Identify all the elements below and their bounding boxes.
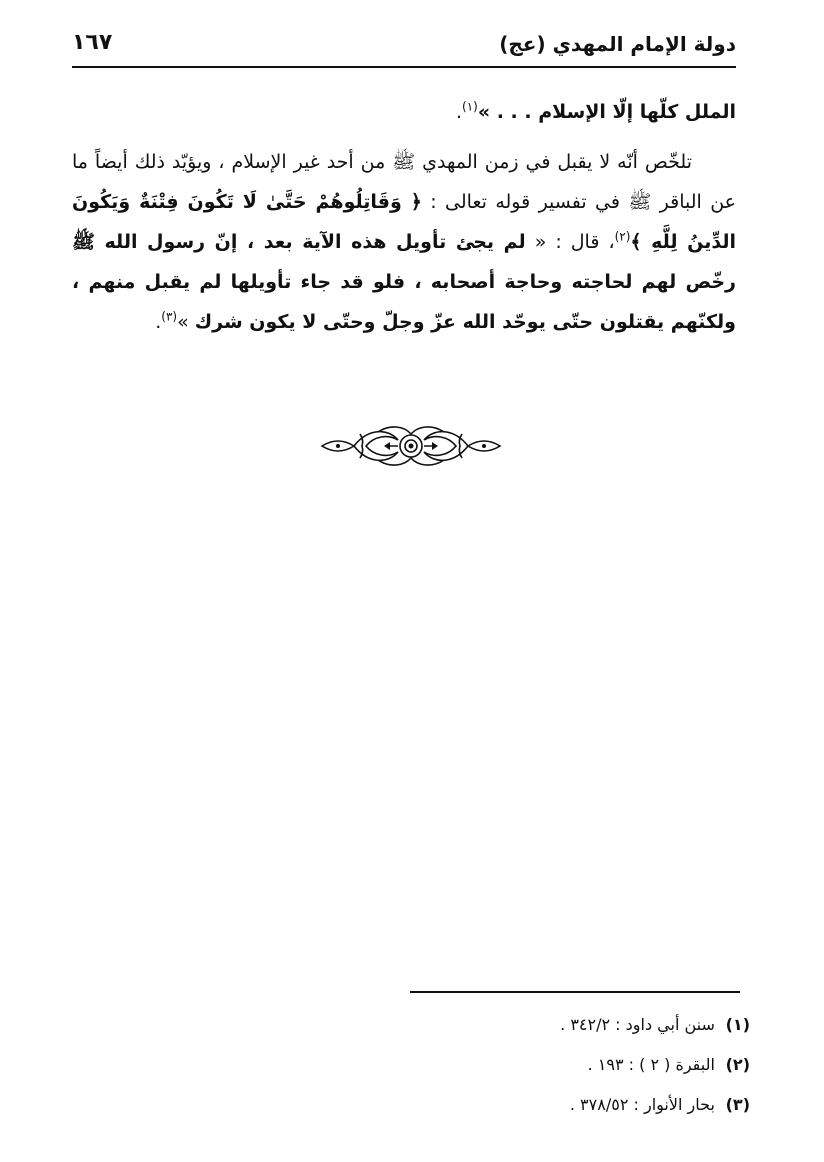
paragraph-1 <box>72 92 736 132</box>
page-number: ١٦٧ <box>72 30 113 55</box>
paragraph-1-end: . <box>455 101 462 123</box>
quote-close: » <box>177 311 195 333</box>
footnotes <box>400 1005 750 1125</box>
paragraph-2-intro: تلخّص أنّه لا يقبل في زمن المهدي ﷺ من أحد غير الإسلام ، ويؤيّد ذلك أيضاً ما عن الباقر ﷺ في تفسير قوله تعالى : <box>72 151 737 213</box>
paragraph-2-end: . <box>155 311 162 333</box>
paragraph-1-text: الملل كلّها إلّا الإسلام . . . » <box>477 101 736 123</box>
footnote-ref-3[interactable]: (٣) <box>161 309 178 324</box>
footnote-ref-2[interactable]: (٢) <box>614 229 631 244</box>
header-rule <box>72 66 736 68</box>
footnote-text: البقرة ( ٢ ) : ١٩٣ . <box>587 1055 715 1074</box>
running-header <box>72 28 736 64</box>
footnote-text: بحار الأنوار : ٣٧٨/٥٢ . <box>569 1095 715 1114</box>
footnote-text: سنن أبي داود : ٣٤٢/٢ . <box>560 1015 715 1034</box>
footnote-ref-1[interactable]: (١) <box>462 99 478 114</box>
footnote-number: (٣) <box>725 1095 750 1114</box>
paragraph-2-said: ، قال : « <box>525 231 615 253</box>
footnote-rule <box>410 991 740 993</box>
footnote-3 <box>400 1085 750 1125</box>
running-title: دولة الإمام المهدي (عج) <box>499 32 736 56</box>
quran-verse: ﴿ وَقَاتِلُوهُمْ حَتَّىٰ لَا تَكُونَ فِتْنَةٌ وَيَكُونَ الدِّينُ لِلَّهِ ﴾ <box>72 191 736 253</box>
footnote-number: (٢) <box>725 1055 750 1074</box>
footnote-1 <box>400 1005 750 1045</box>
footnote-2 <box>400 1045 750 1085</box>
main-text <box>72 92 736 352</box>
footnote-number: (١) <box>725 1015 750 1034</box>
paragraph-2 <box>72 142 736 342</box>
floral-ornament-icon <box>318 424 504 468</box>
hadith-quote: لم يجئ تأويل هذه الآية بعد ، إنّ رسول الله ﷺ رخّص لهم لحاجته وحاجة أصحابه ، فلو قد جاء تأويلها لم يقبل منهم ، ولكنّهم يقتلون حتّى يوحّد الله عزّ وجلّ وحتّى لا يكون شرك <box>72 231 736 333</box>
